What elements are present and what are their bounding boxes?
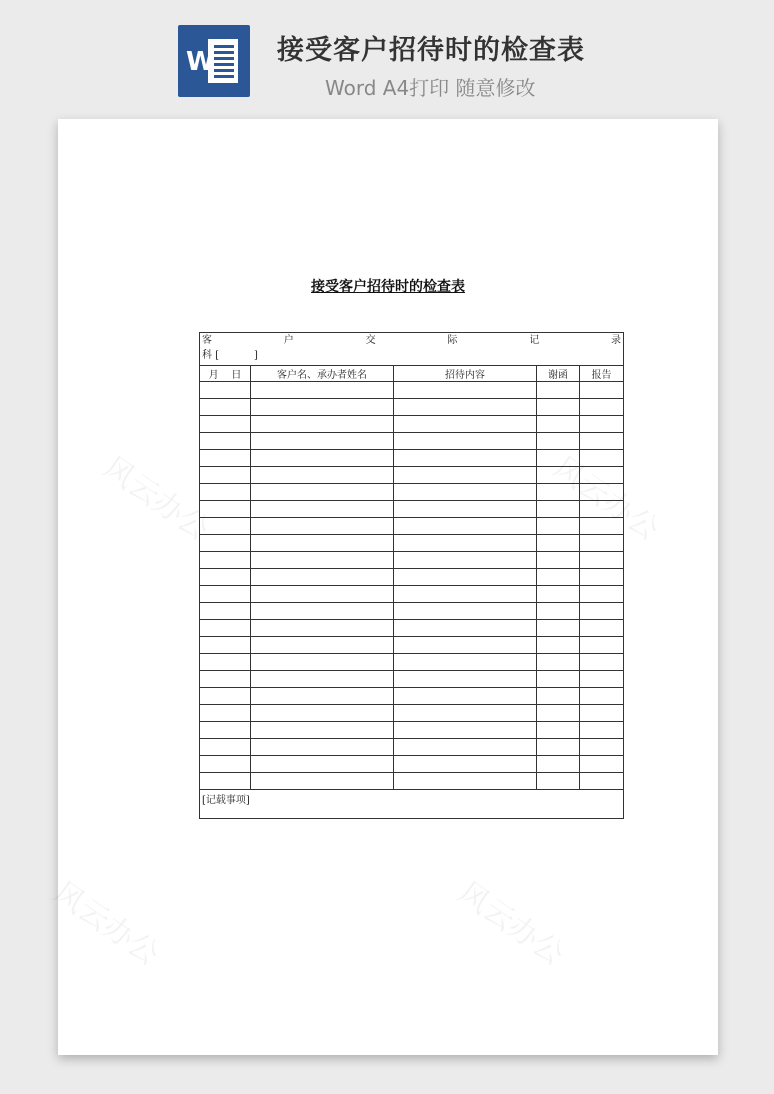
table-cell (580, 535, 624, 552)
table-cell (537, 433, 580, 450)
table-cell (251, 688, 394, 705)
table-cell (580, 688, 624, 705)
col-report: 报告 (580, 366, 624, 382)
heading-char: 客 (202, 335, 212, 346)
table-row (200, 569, 624, 586)
table-cell (394, 705, 537, 722)
table-cell (537, 518, 580, 535)
table-cell (580, 450, 624, 467)
table-cell (200, 484, 251, 501)
table-cell (200, 433, 251, 450)
table-cell (200, 416, 251, 433)
table-cell (537, 739, 580, 756)
logo-letter: W (186, 47, 215, 77)
table-cell (537, 467, 580, 484)
heading-char: 录 (610, 335, 621, 346)
table-cell (537, 552, 580, 569)
table-cell (394, 450, 537, 467)
table-cell (251, 552, 394, 569)
table-cell (580, 586, 624, 603)
table-cell (537, 382, 580, 399)
table-cell (251, 467, 394, 484)
table-cell (394, 535, 537, 552)
table-row (200, 382, 624, 399)
table-cell (200, 620, 251, 637)
watermark: 风云办公 (451, 875, 571, 973)
table-cell (394, 501, 537, 518)
table-cell (251, 569, 394, 586)
table-row (200, 722, 624, 739)
table-cell (394, 433, 537, 450)
table-cell (251, 535, 394, 552)
word-doc-icon (178, 25, 250, 97)
record-heading (202, 333, 621, 348)
table-cell (251, 773, 394, 790)
record-table (199, 332, 624, 819)
table-cell (251, 586, 394, 603)
table-cell (537, 671, 580, 688)
table-cell (251, 603, 394, 620)
watermark: 风云办公 (46, 875, 166, 973)
table-cell (580, 773, 624, 790)
table-cell (394, 467, 537, 484)
table-row (200, 501, 624, 518)
table-cell (200, 739, 251, 756)
table-cell (580, 705, 624, 722)
table-cell (251, 518, 394, 535)
table-cell (580, 739, 624, 756)
table-cell (580, 722, 624, 739)
table-cell (251, 722, 394, 739)
table-cell (200, 501, 251, 518)
table-cell (537, 773, 580, 790)
table-cell (537, 620, 580, 637)
table-cell (394, 399, 537, 416)
table-row (200, 688, 624, 705)
watermark: 风云办公 (546, 450, 666, 548)
table-cell (200, 637, 251, 654)
watermark: 风云办公 (96, 450, 216, 548)
table-cell (580, 654, 624, 671)
table-row (200, 399, 624, 416)
table-cell (251, 450, 394, 467)
table-cell (251, 399, 394, 416)
table-row (200, 586, 624, 603)
document-page (46, 119, 718, 1055)
table-cell (200, 722, 251, 739)
table-row (200, 705, 624, 722)
table-row (200, 518, 624, 535)
table-cell (394, 603, 537, 620)
table-cell (394, 416, 537, 433)
table-row (200, 535, 624, 552)
table-cell (200, 586, 251, 603)
table-cell (537, 637, 580, 654)
table-cell (394, 484, 537, 501)
table-cell (200, 518, 251, 535)
table-row (200, 467, 624, 484)
table-cell (251, 756, 394, 773)
table-cell (394, 722, 537, 739)
table-cell (537, 688, 580, 705)
table-row (200, 416, 624, 433)
header-subtitle: Word A4打印 随意修改 (325, 76, 536, 100)
table-cell (537, 705, 580, 722)
table-cell (251, 484, 394, 501)
table-cell (200, 467, 251, 484)
col-thank-letter: 谢函 (537, 366, 580, 382)
table-cell (537, 501, 580, 518)
col-entertainment: 招待内容 (394, 366, 537, 382)
page-header (0, 0, 774, 110)
table-cell (394, 756, 537, 773)
col-date: 月 日 (200, 366, 251, 382)
table-cell (200, 773, 251, 790)
table-cell (394, 552, 537, 569)
table-cell (580, 569, 624, 586)
document-title: 接受客户招待时的检查表 (311, 279, 465, 295)
table-cell (200, 671, 251, 688)
table-cell (537, 756, 580, 773)
table-cell (200, 603, 251, 620)
table-cell (537, 722, 580, 739)
table-cell (200, 535, 251, 552)
heading-char: 记 (529, 335, 540, 346)
table-row (200, 773, 624, 790)
table-row (200, 654, 624, 671)
department-label: 科 [ ] (202, 350, 258, 361)
table-cell (580, 416, 624, 433)
table-cell (251, 637, 394, 654)
table-row (200, 637, 624, 654)
table-row (200, 603, 624, 620)
header-title: 接受客户招待时的检查表 (277, 35, 585, 66)
table-row (200, 620, 624, 637)
table-cell (251, 739, 394, 756)
notes-cell: [记载事项] (200, 790, 624, 819)
table-cell (394, 586, 537, 603)
table-cell (200, 756, 251, 773)
table-cell (200, 399, 251, 416)
table-cell (580, 603, 624, 620)
heading-char: 际 (447, 335, 458, 346)
table-cell (251, 671, 394, 688)
table-cell (200, 705, 251, 722)
table-cell (394, 739, 537, 756)
table-cell (537, 603, 580, 620)
table-cell (394, 569, 537, 586)
heading-char: 户 (283, 335, 294, 346)
table-row (200, 484, 624, 501)
table-row (200, 450, 624, 467)
table-header-row (200, 366, 624, 382)
table-cell (580, 637, 624, 654)
table-cell (394, 637, 537, 654)
table-cell (394, 688, 537, 705)
table-cell (580, 756, 624, 773)
table-cell (580, 671, 624, 688)
table-cell (394, 773, 537, 790)
table-cell (580, 501, 624, 518)
table-cell (537, 654, 580, 671)
table-cell (394, 620, 537, 637)
record-heading-cell (200, 333, 624, 366)
col-client-name: 客户名、承办者姓名 (251, 366, 394, 382)
table-cell (200, 569, 251, 586)
table-row (200, 433, 624, 450)
table-cell (200, 688, 251, 705)
table-cell (394, 518, 537, 535)
table-cell (537, 399, 580, 416)
table-cell (251, 620, 394, 637)
table-cell (537, 586, 580, 603)
table-cell (580, 399, 624, 416)
table-cell (394, 382, 537, 399)
table-cell (251, 416, 394, 433)
table-body (200, 382, 624, 790)
table-row (200, 671, 624, 688)
table-cell (251, 501, 394, 518)
table-cell (200, 450, 251, 467)
table-cell (580, 484, 624, 501)
table-cell (580, 467, 624, 484)
table-row (200, 756, 624, 773)
table-cell (251, 654, 394, 671)
table-cell (537, 569, 580, 586)
table-cell (580, 552, 624, 569)
table-cell (537, 450, 580, 467)
table-cell (580, 620, 624, 637)
table-cell (537, 535, 580, 552)
table-cell (394, 671, 537, 688)
table-cell (200, 382, 251, 399)
table-row (200, 552, 624, 569)
table-cell (580, 382, 624, 399)
table-cell (251, 705, 394, 722)
table-row (200, 739, 624, 756)
table-cell (251, 433, 394, 450)
table-cell (200, 654, 251, 671)
table-cell (200, 552, 251, 569)
table-cell (537, 484, 580, 501)
table-cell (537, 416, 580, 433)
heading-char: 交 (365, 335, 376, 346)
table-cell (394, 654, 537, 671)
table-cell (580, 433, 624, 450)
table-cell (251, 382, 394, 399)
table-cell (580, 518, 624, 535)
